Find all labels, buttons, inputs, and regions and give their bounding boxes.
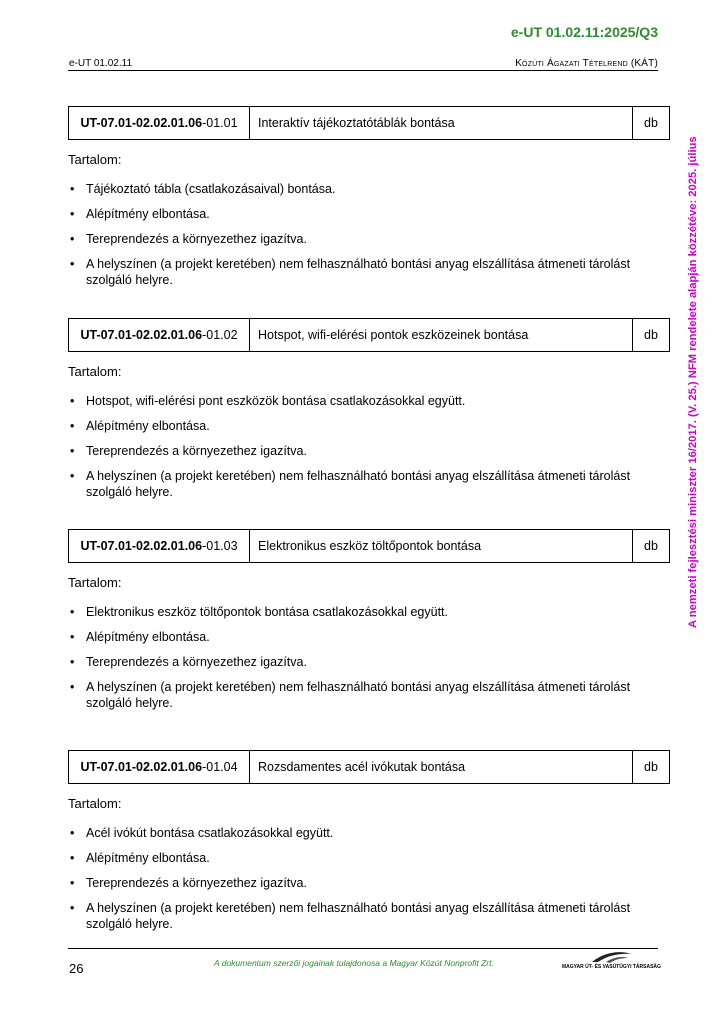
list-item — [68, 468, 646, 500]
list-item — [68, 654, 646, 670]
list-item — [68, 206, 646, 222]
item-code-bold: UT-07.01-02.02.01.06 — [80, 760, 203, 774]
list-item — [68, 850, 646, 866]
item-code-suffix: -01.04 — [202, 760, 238, 774]
list-item — [68, 679, 646, 711]
item-block-4 — [68, 750, 670, 941]
item-code — [69, 107, 250, 139]
bullet-icon: • — [70, 207, 75, 221]
list-item — [68, 181, 646, 197]
bullet-icon: • — [70, 605, 75, 619]
item-header-table — [68, 106, 670, 140]
logo-text: MAGYAR ÚT- ÉS VASÚTÜGYI TÁRSASÁG — [562, 964, 661, 970]
bullet-icon: • — [70, 182, 75, 196]
bullet-icon: • — [70, 232, 75, 246]
content-list — [68, 604, 670, 711]
list-item — [68, 443, 646, 459]
header-rule — [68, 70, 658, 71]
footer-rule — [68, 948, 658, 949]
item-unit: db — [644, 760, 658, 774]
content-label: Tartalom: — [68, 152, 122, 167]
list-item — [68, 418, 646, 434]
bullet-icon: • — [70, 851, 75, 865]
item-block-3 — [68, 529, 670, 720]
list-item-text: Alépítmény elbontása. — [86, 851, 210, 865]
bullet-icon: • — [70, 257, 75, 271]
bullet-icon: • — [70, 680, 75, 694]
content-list — [68, 181, 670, 288]
bullet-icon: • — [70, 444, 75, 458]
item-code-bold: UT-07.01-02.02.01.06 — [80, 539, 203, 553]
bullet-icon: • — [70, 419, 75, 433]
item-unit: db — [644, 328, 658, 342]
item-code-suffix: -01.01 — [202, 116, 238, 130]
list-item-text: Alépítmény elbontása. — [86, 630, 210, 644]
list-item-text: Tereprendezés a környezethez igazítva. — [86, 232, 307, 246]
list-item — [68, 604, 646, 620]
header-left: e-UT 01.02.11 — [69, 58, 133, 69]
item-header-table — [68, 750, 670, 784]
bullet-icon: • — [70, 826, 75, 840]
content-label: Tartalom: — [68, 364, 122, 379]
document-code: e-UT 01.02.11:2025/Q3 — [510, 24, 658, 40]
content-list — [68, 825, 670, 932]
list-item — [68, 900, 646, 932]
bullet-icon: • — [70, 630, 75, 644]
list-item-text: A helyszínen (a projekt keretében) nem felhasználható bontási anyag elszállítása átmeneti tárolást szolgáló helyre. — [86, 469, 631, 499]
list-item-text: A helyszínen (a projekt keretében) nem felhasználható bontási anyag elszállítása átmeneti tárolást szolgáló helyre. — [86, 680, 631, 710]
list-item-text: Tereprendezés a környezethez igazítva. — [86, 655, 307, 669]
bullet-icon: • — [70, 655, 75, 669]
copyright-note: A dokumentum szerzői jogainak tulajdonosa a Magyar Közút Nonprofit Zrt. — [214, 958, 494, 968]
content-list — [68, 393, 670, 500]
item-code — [69, 319, 250, 351]
bullet-icon: • — [70, 469, 75, 483]
bullet-icon: • — [70, 394, 75, 408]
content-label: Tartalom: — [68, 796, 122, 811]
swoosh-logo-icon — [562, 950, 658, 964]
item-code-bold: UT-07.01-02.02.01.06 — [80, 328, 203, 342]
list-item — [68, 256, 646, 288]
organization-logo — [562, 950, 661, 972]
list-item-text: Acél ivókút bontása csatlakozásokkal együtt. — [86, 826, 334, 840]
item-header-table — [68, 529, 670, 563]
side-note: A nemzeti fejlesztési miniszter 16/2017. (V. 25.) NFM rendelete alapján közzétéve: 2025. július — [687, 136, 699, 628]
item-block-1 — [68, 106, 670, 297]
item-title: Interaktív tájékoztatótáblák bontása — [250, 107, 633, 139]
list-item-text: Elektronikus eszköz töltőpontok bontása csatlakozásokkal együtt. — [86, 605, 449, 619]
list-item-text: A helyszínen (a projekt keretében) nem felhasználható bontási anyag elszállítása átmeneti tárolást szolgáló helyre. — [86, 257, 631, 287]
bullet-icon: • — [70, 901, 75, 915]
list-item — [68, 393, 646, 409]
item-code — [69, 751, 250, 783]
item-code-suffix: -01.02 — [202, 328, 238, 342]
item-header-table — [68, 318, 670, 352]
item-title: Rozsdamentes acél ivókutak bontása — [250, 751, 633, 783]
item-unit: db — [644, 116, 658, 130]
list-item-text: Tereprendezés a környezethez igazítva. — [86, 876, 307, 890]
item-code — [69, 530, 250, 562]
item-code-suffix: -01.03 — [202, 539, 238, 553]
list-item-text: Hotspot, wifi-elérési pont eszközök bontása csatlakozásokkal együtt. — [86, 394, 466, 408]
list-item-text: Tereprendezés a környezethez igazítva. — [86, 444, 307, 458]
item-code-bold: UT-07.01-02.02.01.06 — [80, 116, 203, 130]
page-number: 26 — [69, 961, 84, 976]
list-item-text: Alépítmény elbontása. — [86, 419, 210, 433]
list-item-text: A helyszínen (a projekt keretében) nem felhasználható bontási anyag elszállítása átmeneti tárolást szolgáló helyre. — [86, 901, 631, 931]
item-unit: db — [644, 539, 658, 553]
list-item — [68, 629, 646, 645]
item-block-2 — [68, 318, 670, 509]
content-label: Tartalom: — [68, 575, 122, 590]
item-title: Elektronikus eszköz töltőpontok bontása — [250, 530, 633, 562]
item-title: Hotspot, wifi-elérési pontok eszközeinek bontása — [250, 319, 633, 351]
list-item-text: Alépítmény elbontása. — [86, 207, 210, 221]
list-item — [68, 231, 646, 247]
list-item — [68, 825, 646, 841]
bullet-icon: • — [70, 876, 75, 890]
header-right: Közúti Ágazati Tételrend (KÁT) — [515, 58, 658, 69]
list-item-text: Tájékoztató tábla (csatlakozásaival) bontása. — [86, 182, 336, 196]
list-item — [68, 875, 646, 891]
